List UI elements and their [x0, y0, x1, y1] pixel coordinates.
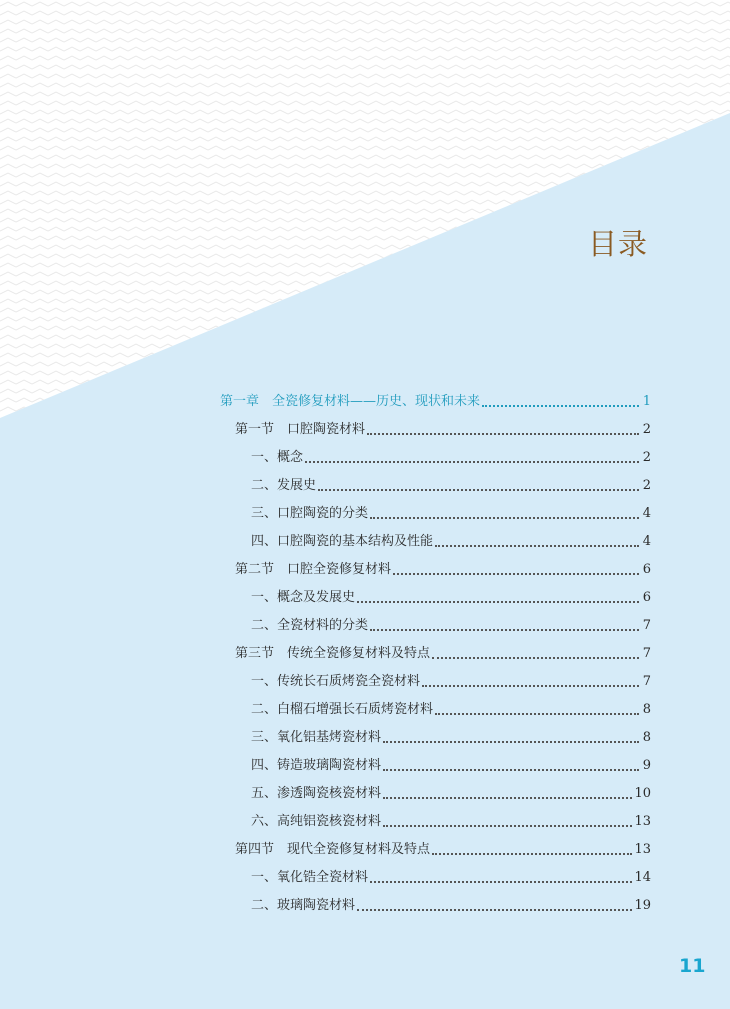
toc-section — [235, 644, 651, 664]
toc-label: 三、口腔陶瓷的分类 — [251, 506, 369, 521]
toc-label: 二、玻璃陶瓷材料 — [251, 898, 356, 913]
toc-section — [235, 420, 651, 440]
toc-page-number: 1 — [642, 394, 651, 409]
toc-leader — [370, 881, 632, 883]
toc-item — [251, 476, 651, 496]
toc-leader — [383, 741, 639, 743]
toc-item — [251, 448, 651, 468]
toc-leader — [482, 405, 639, 407]
toc-section — [235, 560, 651, 580]
toc-label: 四、口腔陶瓷的基本结构及性能 — [251, 534, 434, 549]
toc-page-number: 2 — [642, 478, 651, 493]
toc-item — [251, 784, 651, 804]
toc-section — [235, 840, 651, 860]
toc-item — [251, 756, 651, 776]
toc-page-number: 4 — [642, 506, 651, 521]
toc-label: 第一节 口腔陶瓷材料 — [235, 422, 366, 437]
toc-label: 第二节 口腔全瓷修复材料 — [235, 562, 392, 577]
toc-leader — [370, 517, 639, 519]
toc-page-number: 13 — [634, 814, 651, 829]
toc-label: 第三节 传统全瓷修复材料及特点 — [235, 646, 431, 661]
toc-label: 一、概念及发展史 — [251, 590, 356, 605]
toc-leader — [357, 909, 632, 911]
toc-item — [251, 616, 651, 636]
toc-page-number: 6 — [642, 590, 651, 605]
toc-leader — [383, 769, 639, 771]
toc-leader — [370, 629, 639, 631]
toc-item — [251, 588, 651, 608]
toc-item — [251, 812, 651, 832]
toc-leader — [435, 545, 639, 547]
toc-label: 二、白榴石增强长石质烤瓷材料 — [251, 702, 434, 717]
toc-page-number: 10 — [634, 786, 651, 801]
toc-leader — [432, 853, 632, 855]
toc-label: 一、传统长石质烤瓷全瓷材料 — [251, 674, 421, 689]
toc-page-number: 2 — [642, 422, 651, 437]
toc-item — [251, 728, 651, 748]
toc-leader — [367, 433, 639, 435]
toc-label: 五、渗透陶瓷核瓷材料 — [251, 786, 382, 801]
toc-page-number: 2 — [642, 450, 651, 465]
toc-label: 二、发展史 — [251, 478, 317, 493]
toc-item — [251, 896, 651, 916]
toc-leader — [383, 825, 632, 827]
toc-item — [251, 672, 651, 692]
toc-page-number: 8 — [642, 702, 651, 717]
toc-label: 三、氧化铝基烤瓷材料 — [251, 730, 382, 745]
toc-page-number: 6 — [642, 562, 651, 577]
toc-page-number: 14 — [634, 870, 651, 885]
toc-page-number: 19 — [634, 898, 651, 913]
toc-leader — [318, 489, 639, 491]
toc-label: 第四节 现代全瓷修复材料及特点 — [235, 842, 431, 857]
toc-page-number: 8 — [642, 730, 651, 745]
toc-label: 一、氧化锆全瓷材料 — [251, 870, 369, 885]
toc-chapter — [220, 392, 651, 412]
toc-label: 四、铸造玻璃陶瓷材料 — [251, 758, 382, 773]
toc-item — [251, 700, 651, 720]
toc-label: 一、概念 — [251, 450, 304, 465]
toc-page-number: 13 — [634, 842, 651, 857]
toc-item — [251, 504, 651, 524]
toc-label: 二、全瓷材料的分类 — [251, 618, 369, 633]
toc-leader — [422, 685, 639, 687]
page-number: 11 — [679, 955, 706, 977]
toc-page-number: 9 — [642, 758, 651, 773]
toc-item — [251, 868, 651, 888]
toc-label: 第一章 全瓷修复材料——历史、现状和未来 — [220, 394, 481, 409]
toc-leader — [383, 797, 632, 799]
toc-page-number: 7 — [642, 618, 651, 633]
toc-label: 六、高纯铝瓷核瓷材料 — [251, 814, 382, 829]
toc-leader — [357, 601, 639, 603]
page-title: 目录 — [587, 227, 648, 261]
toc-page-number: 7 — [642, 674, 651, 689]
toc-leader — [393, 573, 639, 575]
toc-leader — [305, 461, 639, 463]
toc-leader — [435, 713, 639, 715]
toc-leader — [432, 657, 639, 659]
toc-item — [251, 532, 651, 552]
toc-page-number: 7 — [642, 646, 651, 661]
toc-page-number: 4 — [642, 534, 651, 549]
